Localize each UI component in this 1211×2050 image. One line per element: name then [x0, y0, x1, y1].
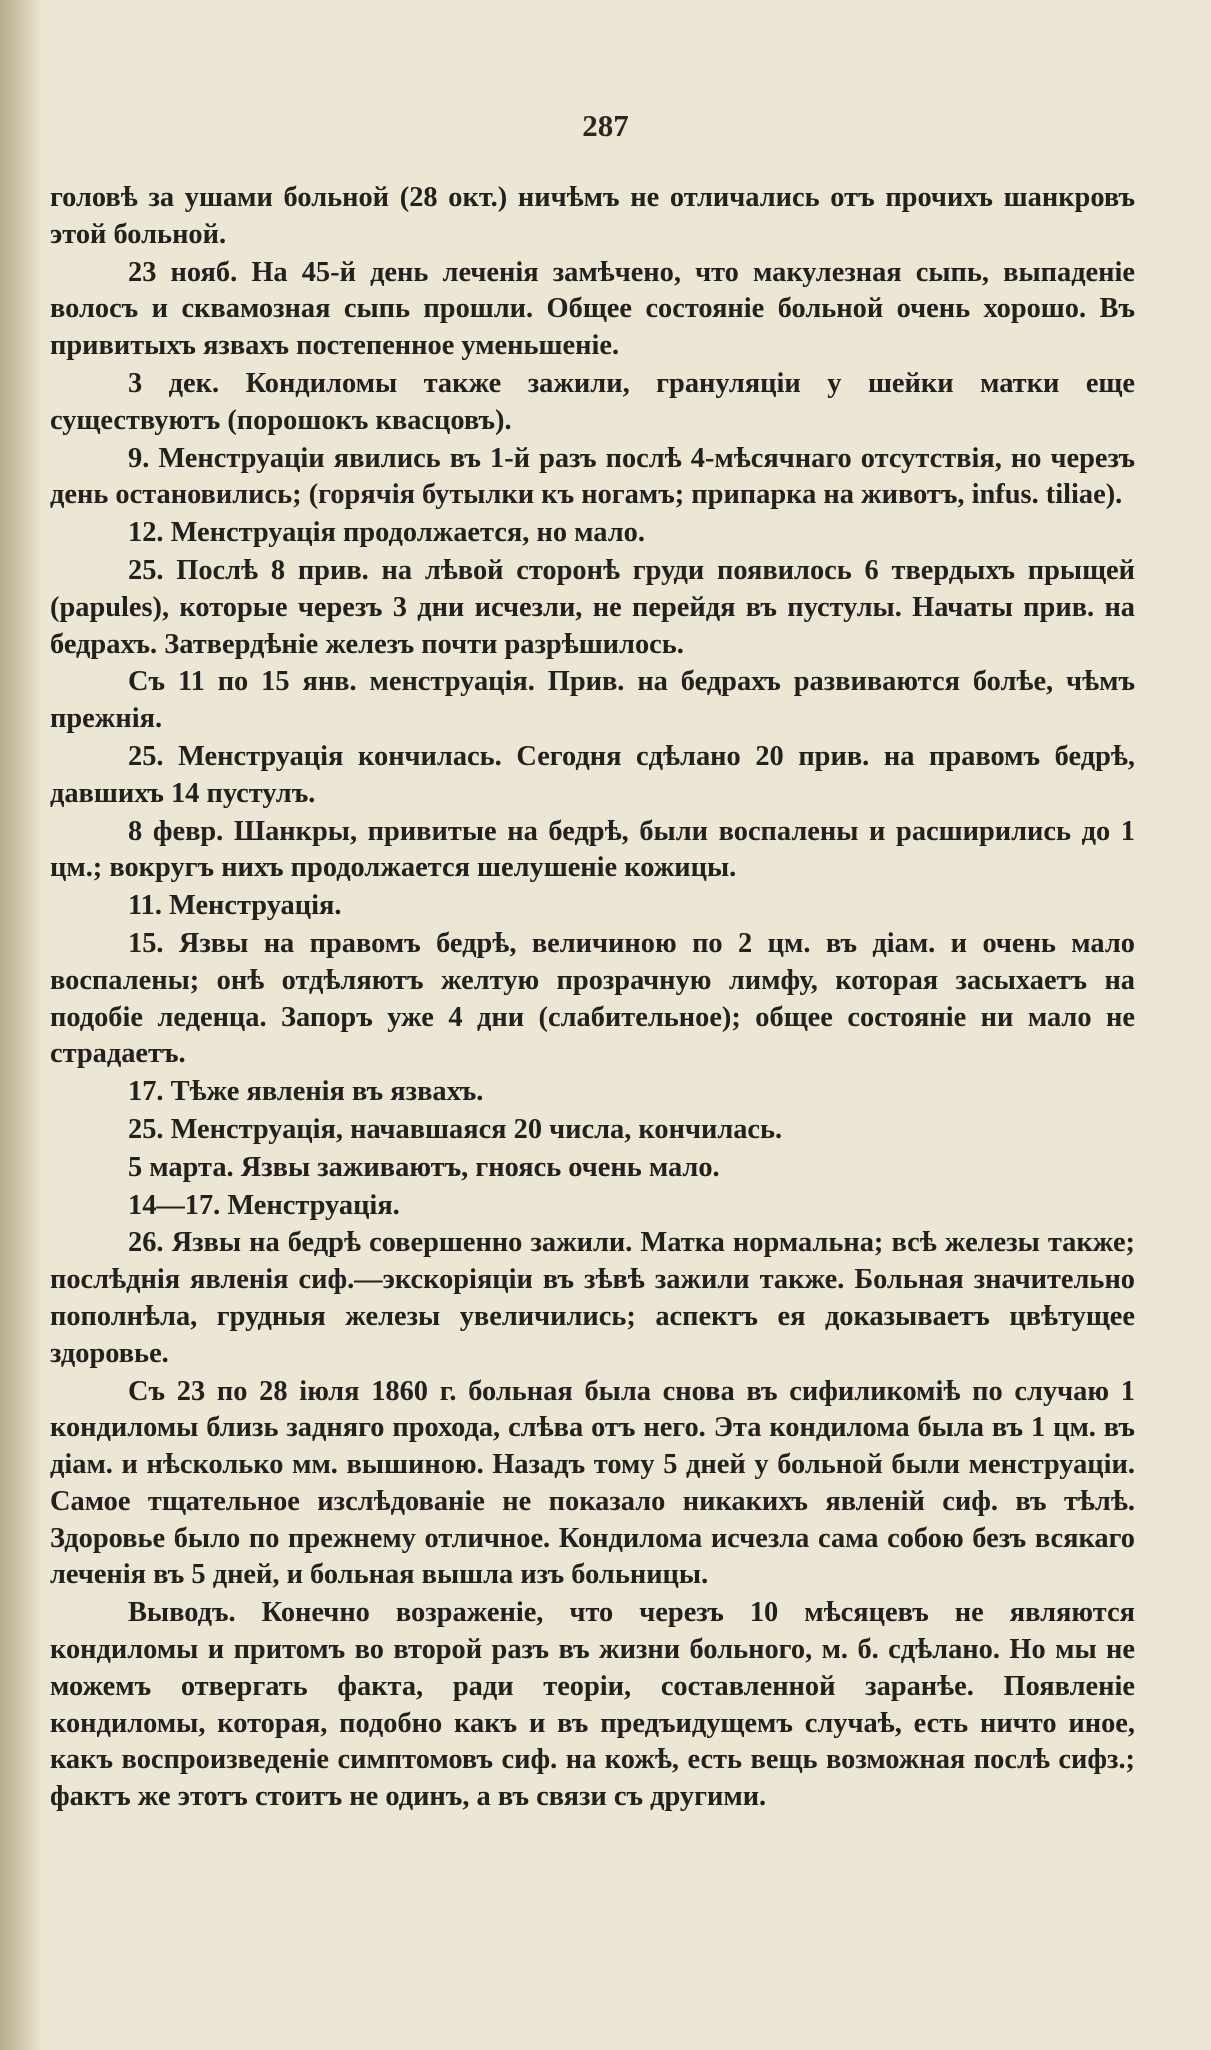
body-text [50, 180, 1135, 1817]
paragraph: 11. Менструація. [128, 890, 342, 922]
paragraph: 5 марта. Язвы заживаютъ, гноясь очень мало. [128, 1151, 720, 1183]
paragraph: 25. Менструація кончилась. Сегодня сдѣлано 20 прив. на правомъ бедрѣ, давшихъ 14 пустулъ. [50, 740, 1135, 809]
paragraph: Выводъ. Конечно возраженіе, что черезъ 10 мѣсяцевъ не являются кондиломы и притомъ во второй разъ въ жизни больного, м. б. сдѣлано. Но мы не можемъ отвергать факта, ради теоріи, составленной заранѣе. Появленіе кондиломы, которая, подобно какъ и въ предъидущемъ случаѣ, есть ничто иное, какъ воспроизведеніе симптомовъ сиф. на кожѣ, есть вещь возможная послѣ сифз.; фактъ же этотъ стоитъ не одинъ, а въ связи съ другими. [50, 1597, 1135, 1813]
page-gutter-shadow [0, 0, 42, 2050]
page-number: 287 [582, 108, 629, 143]
paragraph: 23 нояб. На 45-й день леченія замѣчено, что макулезная сыпь, выпаденіе волосъ и сквамозная сыпь прошли. Общее состояніе больной очень хорошо. Въ привитыхъ язвахъ постепенное уменьшеніе. [50, 256, 1135, 362]
paragraph: 8 февр. Шанкры, привитые на бедрѣ, были воспалены и расширились до 1 цм.; вокругъ нихъ продолжается шелушеніе кожицы. [50, 815, 1135, 884]
paragraph: 12. Менструація продолжается, но мало. [128, 517, 645, 549]
paragraph: Съ 23 по 28 іюля 1860 г. больная была снова въ сифиликоміѣ по случаю 1 кондиломы близь задняго прохода, слѣва отъ него. Эта кондилома была въ 1 цм. въ діам. и нѣсколько мм. вышиною. Назадъ тому 5 дней у больной были менструаціи. Самое тщательное изслѣдованіе не показало никакихъ явленій сиф. въ тѣлѣ. Здоровье было по прежнему отличное. Кондилома исчезла сама собою безъ всякаго леченія въ 5 дней, и больная вышла изъ больницы. [50, 1375, 1135, 1591]
paragraph: 25. Менструація, начавшаяся 20 числа, кончилась. [128, 1113, 783, 1145]
paragraph: 9. Менструаціи явились въ 1-й разъ послѣ 4-мѣсячнаго отсутствія, но черезъ день остановились; (горячія бутылки къ ногамъ; припарка на животъ, infus. tiliae). [50, 442, 1135, 511]
paragraph: 15. Язвы на правомъ бедрѣ, величиною по 2 цм. въ діам. и очень мало воспалены; онѣ отдѣляютъ желтую прозрачную лимфу, которая засыхаетъ на подобіе леденца. Запоръ уже 4 дни (слабительное); общее состояніе ни мало не страдаетъ. [50, 927, 1135, 1070]
paragraph: 26. Язвы на бедрѣ совершенно зажили. Матка нормальна; всѣ железы также; послѣднія явленія сиф.—экскоріяціи въ зѣвѣ зажили также. Больная значительно пополнѣла, грудныя железы увеличились; аспектъ ея доказываетъ цвѣтущее здоровье. [50, 1227, 1135, 1369]
paragraph: 17. Тѣже явленія въ язвахъ. [128, 1076, 484, 1108]
paragraph: головѣ за ушами больной (28 окт.) ничѣмъ не отличались отъ прочихъ шанкровъ этой больной. [50, 182, 1135, 250]
paragraph: 3 дек. Кондиломы также зажили, грануляціи у шейки матки еще существуютъ (порошокъ квасцовъ). [50, 367, 1135, 436]
paragraph: Съ 11 по 15 янв. менструація. Прив. на бедрахъ развиваются болѣе, чѣмъ прежнія. [50, 666, 1135, 735]
paragraph: 14—17. Менструація. [128, 1189, 400, 1221]
paragraph: 25. Послѣ 8 прив. на лѣвой сторонѣ груди появилось 6 твердыхъ прыщей (papules), которые черезъ 3 дни исчезли, не перейдя въ пустулы. Начаты прив. на бедрахъ. Затвердѣніе железъ почти разрѣшилось. [50, 554, 1135, 660]
